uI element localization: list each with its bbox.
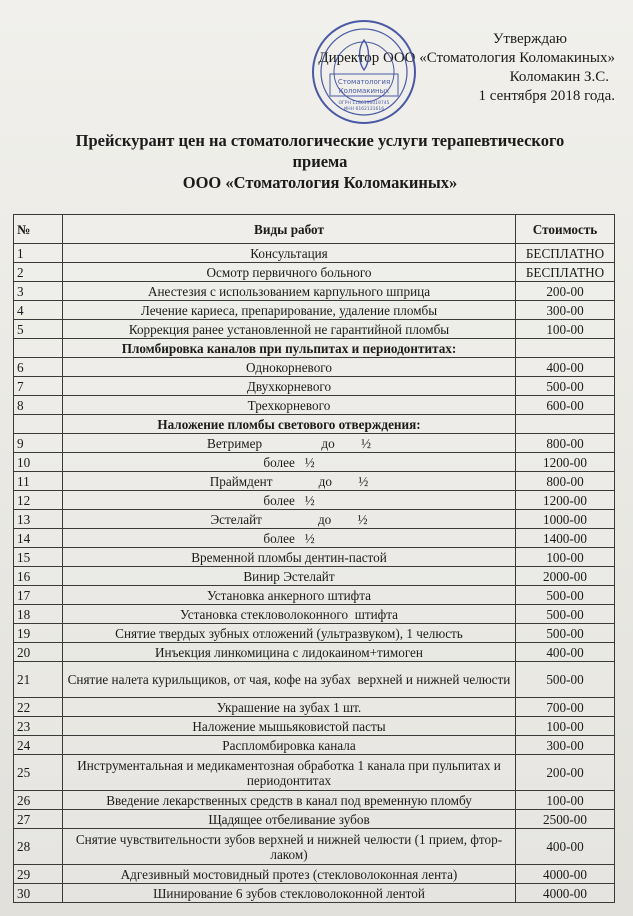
row-num: 7 — [14, 377, 63, 396]
row-price: 1200-00 — [516, 491, 615, 510]
table-row — [14, 736, 615, 755]
row-service: более ½ — [63, 491, 516, 510]
row-num: 16 — [14, 567, 63, 586]
row-num: 24 — [14, 736, 63, 755]
approval-line-3: Коломакин З.С. — [509, 69, 609, 85]
table-row — [14, 396, 615, 415]
table-row — [14, 791, 615, 810]
table-row — [14, 358, 615, 377]
row-price: 400-00 — [516, 643, 615, 662]
table-row — [14, 829, 615, 865]
row-price: 700-00 — [516, 698, 615, 717]
table-row — [14, 810, 615, 829]
row-service: Инструментальная и медикаментозная обработка 1 канала при пульпитах и периодонтитах — [63, 755, 516, 791]
approval-line-1: Утверждаю — [492, 31, 567, 47]
row-num: 11 — [14, 472, 63, 491]
table-row — [14, 717, 615, 736]
table-row — [14, 472, 615, 491]
title-line-2: приема — [292, 152, 348, 171]
row-service: Анестезия с использованием карпульного шприца — [63, 282, 516, 301]
approval-line-2: Директор ООО «Стоматология Коломакиных» — [318, 50, 615, 66]
table-row — [14, 263, 615, 282]
row-price: 100-00 — [516, 791, 615, 810]
row-service: Снятие налета курильщиков, от чая, кофе на зубах верхней и нижней челюсти — [63, 662, 516, 698]
row-num: 27 — [14, 810, 63, 829]
table-row — [14, 529, 615, 548]
row-price: БЕСПЛАТНО — [516, 244, 615, 263]
row-num: 19 — [14, 624, 63, 643]
row-price: 500-00 — [516, 662, 615, 698]
table-row — [14, 510, 615, 529]
row-service: Щадящее отбеливание зубов — [63, 810, 516, 829]
row-service: Шинирование 6 зубов стекловолоконной лентой — [63, 884, 516, 903]
row-price: БЕСПЛАТНО — [516, 263, 615, 282]
row-num: 6 — [14, 358, 63, 377]
header-name: Виды работ — [63, 215, 516, 244]
row-num: 28 — [14, 829, 63, 865]
table-row — [14, 491, 615, 510]
row-service: Двухкорневого — [63, 377, 516, 396]
row-service: Консультация — [63, 244, 516, 263]
row-service: Установка анкерного штифта — [63, 586, 516, 605]
table-row — [14, 244, 615, 263]
row-price: 500-00 — [516, 624, 615, 643]
row-service: Однокорневого — [63, 358, 516, 377]
row-service: Ветример до ½ — [63, 434, 516, 453]
table-row — [14, 548, 615, 567]
row-price: 800-00 — [516, 472, 615, 491]
row-price: 500-00 — [516, 586, 615, 605]
header-price: Стоимость — [516, 215, 615, 244]
row-service: Трехкорневого — [63, 396, 516, 415]
row-service: Лечение кариеса, препарирование, удаление пломбы — [63, 301, 516, 320]
row-service: более ½ — [63, 453, 516, 472]
section-num-cell — [14, 415, 63, 434]
row-price: 500-00 — [516, 377, 615, 396]
row-price: 300-00 — [516, 301, 615, 320]
row-num: 9 — [14, 434, 63, 453]
row-price: 1400-00 — [516, 529, 615, 548]
table-header-row — [14, 215, 615, 244]
title-line-1: Прейскурант цен на стоматологические услуги терапевтического — [75, 131, 565, 150]
table-row — [14, 755, 615, 791]
svg-text:ИНН 6162131616: ИНН 6162131616 — [343, 107, 385, 112]
row-num: 29 — [14, 865, 63, 884]
table-row — [14, 320, 615, 339]
row-price: 2000-00 — [516, 567, 615, 586]
table-row — [14, 453, 615, 472]
row-price: 2500-00 — [516, 810, 615, 829]
row-num: 5 — [14, 320, 63, 339]
row-num: 2 — [14, 263, 63, 282]
row-num: 22 — [14, 698, 63, 717]
row-num: 17 — [14, 586, 63, 605]
section-title: Пломбировка каналов при пульпитах и периодонтитах: — [63, 339, 516, 358]
table-row — [14, 567, 615, 586]
row-price: 200-00 — [516, 282, 615, 301]
row-num: 20 — [14, 643, 63, 662]
row-price: 300-00 — [516, 736, 615, 755]
section-row — [14, 339, 615, 358]
svg-text:ОГРН 1186196019745: ОГРН 1186196019745 — [338, 101, 390, 106]
row-price: 200-00 — [516, 755, 615, 791]
price-table — [13, 214, 615, 903]
row-num: 1 — [14, 244, 63, 263]
row-service: Осмотр первичного больного — [63, 263, 516, 282]
table-row — [14, 605, 615, 624]
row-price: 500-00 — [516, 605, 615, 624]
row-price: 4000-00 — [516, 865, 615, 884]
row-service: Коррекция ранее установленной не гарантийной пломбы — [63, 320, 516, 339]
row-service: Введение лекарственных средств в канал под временную пломбу — [63, 791, 516, 810]
row-num: 3 — [14, 282, 63, 301]
title-line-3: ООО «Стоматология Коломакиных» — [182, 173, 458, 192]
document-title — [20, 130, 620, 193]
table-row — [14, 865, 615, 884]
table-row — [14, 643, 615, 662]
row-num: 23 — [14, 717, 63, 736]
table-row — [14, 698, 615, 717]
row-num: 10 — [14, 453, 63, 472]
row-service: Винир Эстелайт — [63, 567, 516, 586]
section-num-cell — [14, 339, 63, 358]
row-price: 400-00 — [516, 829, 615, 865]
svg-text:Коломакиных: Коломакиных — [338, 87, 390, 95]
row-num: 15 — [14, 548, 63, 567]
svg-text:Стоматология: Стоматология — [337, 78, 391, 86]
row-service: Распломбировка канала — [63, 736, 516, 755]
row-num: 8 — [14, 396, 63, 415]
row-service: Праймдент до ½ — [63, 472, 516, 491]
row-num: 13 — [14, 510, 63, 529]
table-row — [14, 624, 615, 643]
row-service: Адгезивный мостовидный протез (стекловолоконная лента) — [63, 865, 516, 884]
row-price: 100-00 — [516, 548, 615, 567]
row-service: Инъекция линкомицина с лидокаином+тимоген — [63, 643, 516, 662]
row-num: 4 — [14, 301, 63, 320]
row-service: более ½ — [63, 529, 516, 548]
table-row — [14, 884, 615, 903]
row-num: 26 — [14, 791, 63, 810]
table-row — [14, 301, 615, 320]
table-row — [14, 282, 615, 301]
row-price: 100-00 — [516, 717, 615, 736]
table-row — [14, 377, 615, 396]
row-service: Временной пломбы дентин-пастой — [63, 548, 516, 567]
section-row — [14, 415, 615, 434]
row-num: 21 — [14, 662, 63, 698]
row-service: Установка стекловолоконного штифта — [63, 605, 516, 624]
row-price: 600-00 — [516, 396, 615, 415]
section-price-cell — [516, 339, 615, 358]
row-num: 12 — [14, 491, 63, 510]
row-service: Снятие твердых зубных отложений (ультразвуком), 1 челюсть — [63, 624, 516, 643]
row-price: 400-00 — [516, 358, 615, 377]
row-service: Украшение на зубах 1 шт. — [63, 698, 516, 717]
table-row — [14, 586, 615, 605]
row-price: 100-00 — [516, 320, 615, 339]
approval-line-4: 1 сентября 2018 года. — [478, 88, 615, 104]
table-row — [14, 662, 615, 698]
row-service: Эстелайт до ½ — [63, 510, 516, 529]
row-num: 30 — [14, 884, 63, 903]
row-price: 1200-00 — [516, 453, 615, 472]
row-price: 4000-00 — [516, 884, 615, 903]
row-price: 1000-00 — [516, 510, 615, 529]
row-num: 18 — [14, 605, 63, 624]
row-price: 800-00 — [516, 434, 615, 453]
table-row — [14, 434, 615, 453]
row-service: Наложение мышьяковистой пасты — [63, 717, 516, 736]
row-num: 14 — [14, 529, 63, 548]
section-price-cell — [516, 415, 615, 434]
company-seal — [310, 18, 418, 126]
row-num: 25 — [14, 755, 63, 791]
row-service: Снятие чувствительности зубов верхней и нижней челюсти (1 прием, фтор-лаком) — [63, 829, 516, 865]
header-num: № — [14, 215, 63, 244]
section-title: Наложение пломбы светового отверждения: — [63, 415, 516, 434]
